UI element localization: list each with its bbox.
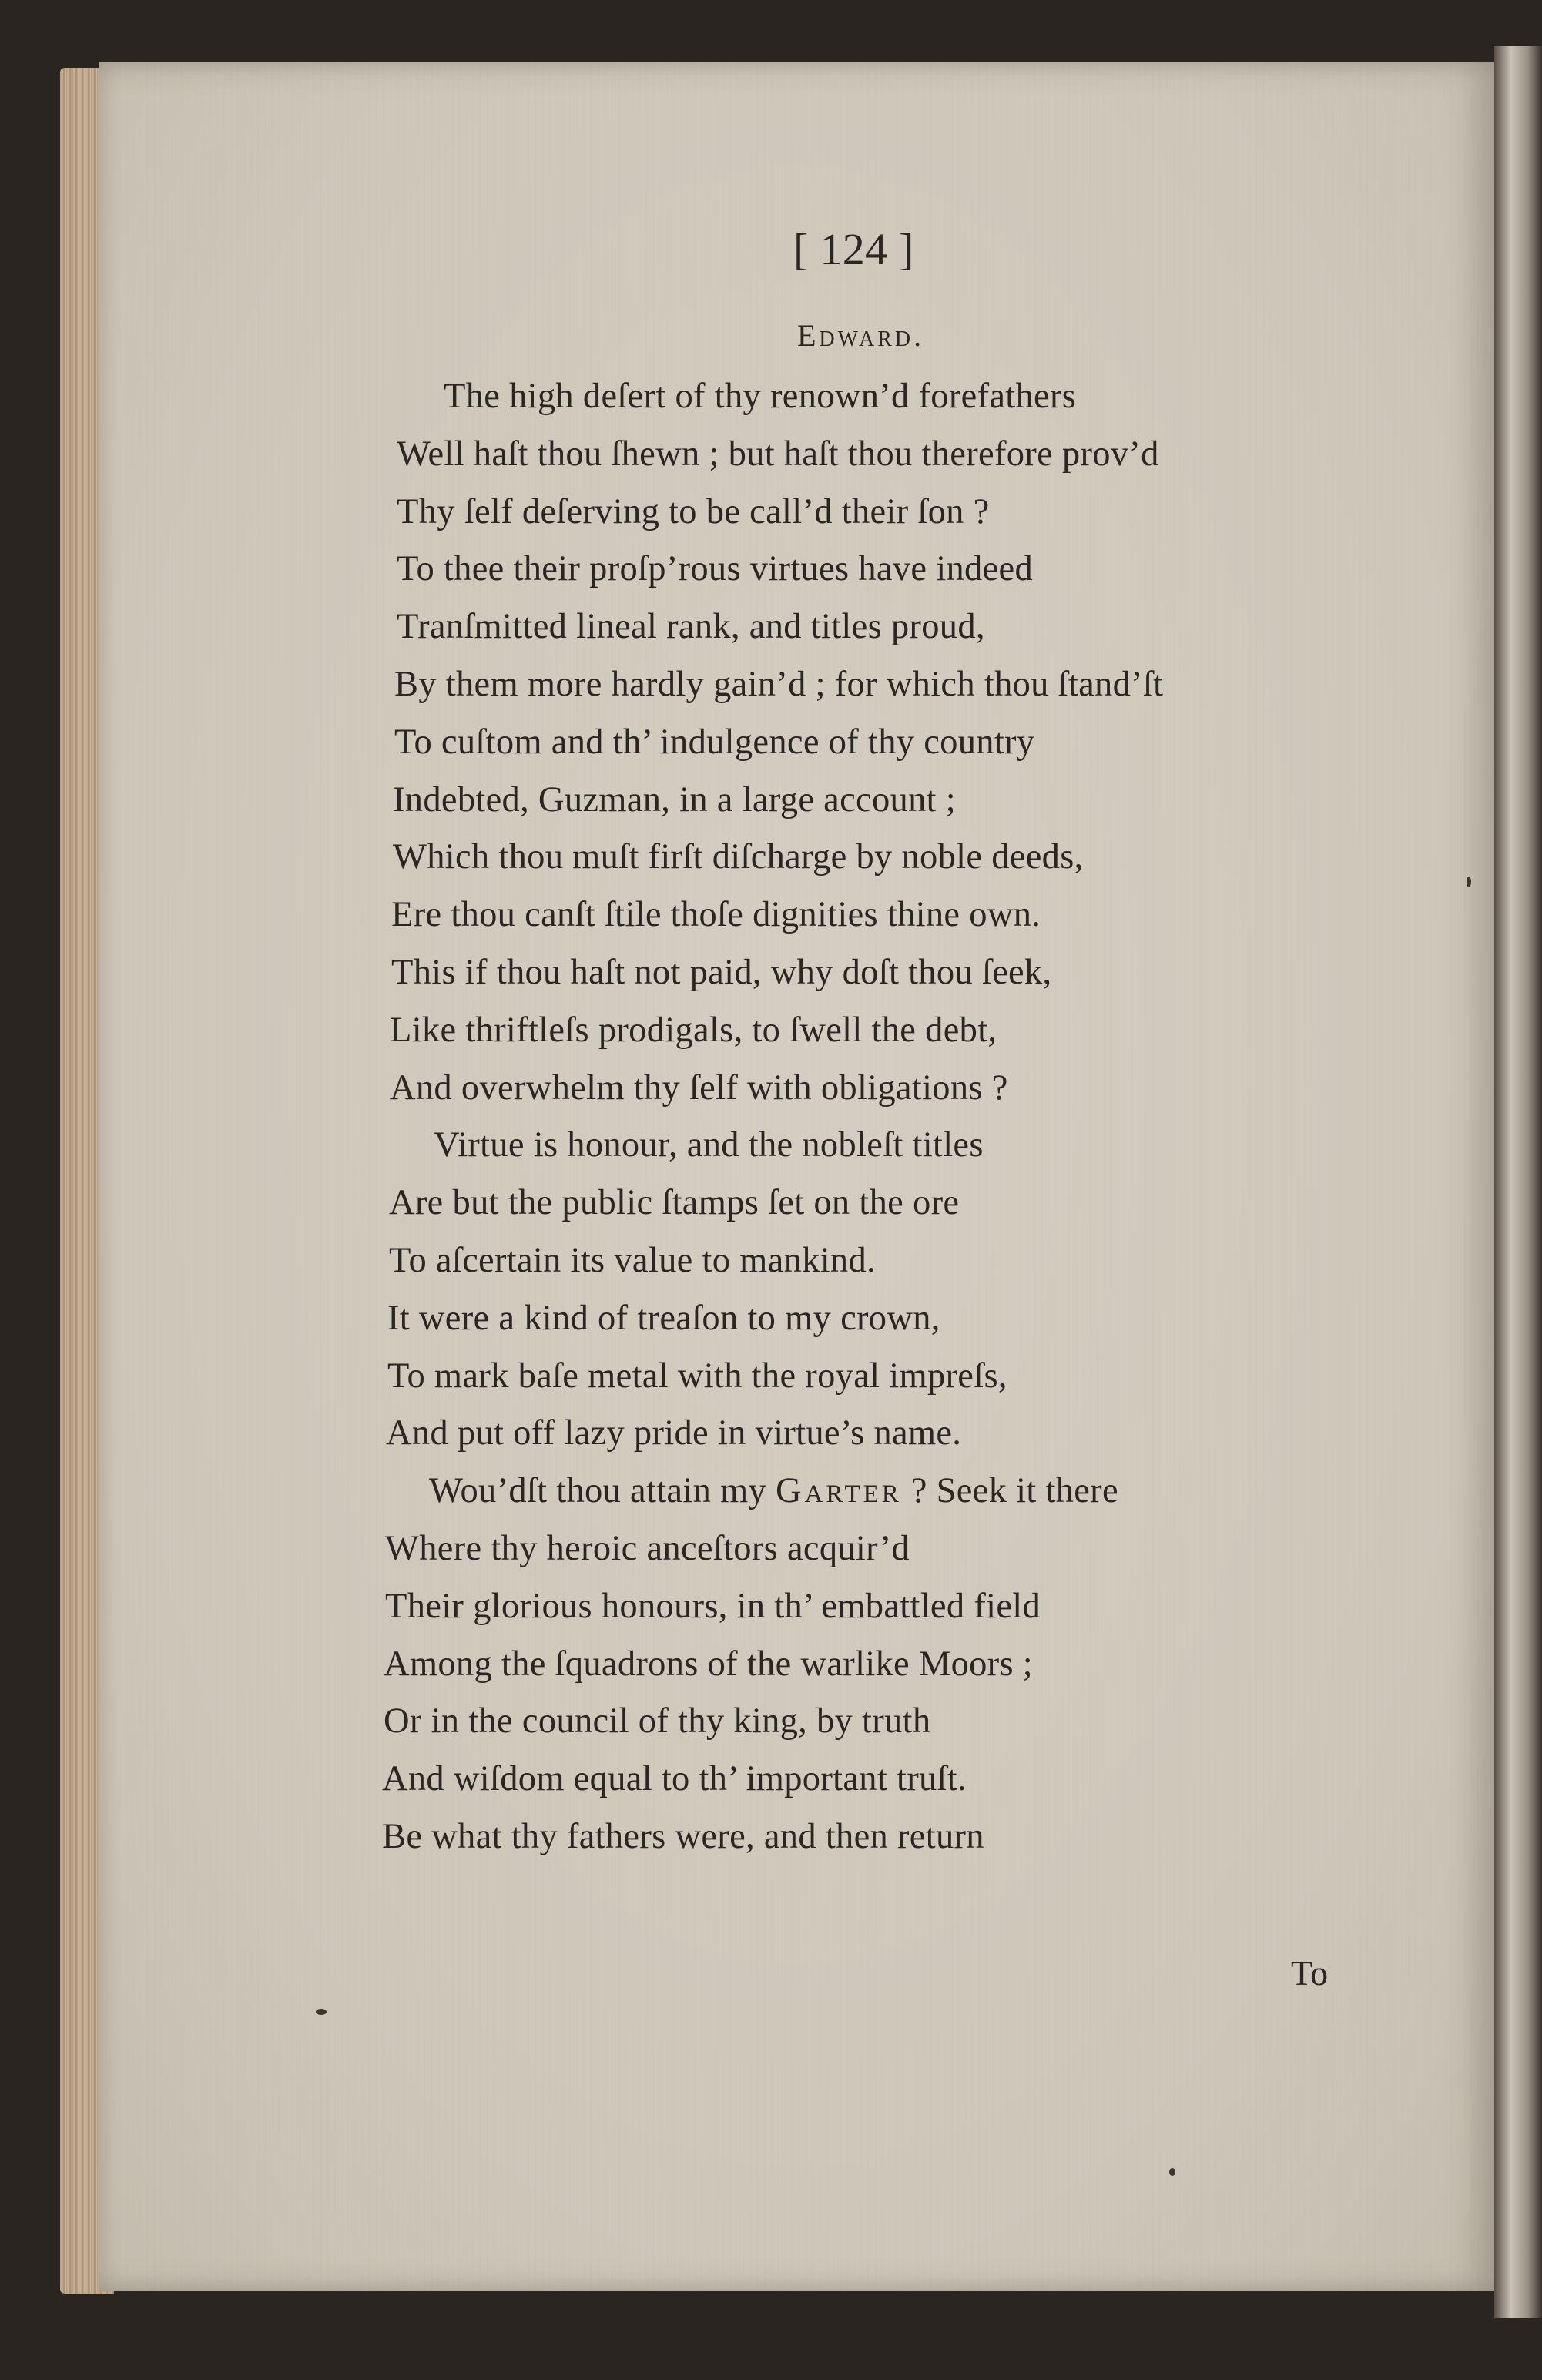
verse-line: And overwhelm thy ſelf with obligations ? (390, 1068, 1008, 1108)
paper-speck (1467, 877, 1471, 887)
verse-line: Are but the public ſtamps ſet on the ore (389, 1183, 960, 1222)
verse-line: Their glorious honours, in th’ embattled field (385, 1587, 1041, 1626)
paper-speck (1169, 2168, 1175, 2176)
verse-line: Which thou muſt firſt diſcharge by noble deeds, (393, 837, 1084, 877)
verse-line: Like thriftleſs prodigals, to ſwell the debt, (390, 1011, 997, 1050)
verse-line: This if thou haſt not paid, why doſt thou ſeek, (391, 953, 1052, 992)
verse-line: To aſcertain its value to mankind. (389, 1241, 876, 1280)
verse-line: Ere thou canſt ſtile thoſe dignities thine own. (391, 895, 1041, 934)
verse-line-part: ? Seek it there (901, 1471, 1118, 1510)
verse-line: Well haſt thou ſhewn ; but haſt thou therefore prov’d (397, 434, 1159, 474)
verse-line: To cuſtom and th’ indulgence of thy country (394, 722, 1035, 762)
verse-line: To mark baſe metal with the royal impreſs, (387, 1356, 1007, 1396)
verse-line: By them more hardly gain’d ; for which thou ſtand’ſt (394, 665, 1164, 704)
verse-line: Or in the council of thy king, by truth (384, 1701, 931, 1741)
verse-line: Among the ſquadrons of the warlike Moors ; (384, 1644, 1033, 1684)
verse-line: Tranſmitted lineal rank, and titles proud, (397, 607, 985, 646)
verse-line: And wiſdom equal to th’ important truſt. (382, 1759, 967, 1798)
verse-line: The high deſert of thy renown’d forefathers (444, 377, 1077, 416)
verse-line: Virtue is honour, and the nobleſt titles (434, 1125, 984, 1165)
verse-line: It were a kind of treaſon to my crown, (387, 1299, 940, 1338)
verse-line: And put off lazy pride in virtue’s name. (386, 1413, 962, 1453)
verse-line: Indebted, Guzman, in a large account ; (393, 780, 957, 820)
speaker-heading: Edward. (797, 318, 925, 353)
verse-line: To thee their proſp’rous virtues have indeed (397, 549, 1034, 588)
catchword: To (1291, 1953, 1329, 1993)
verse-line-part: Wou’dſt thou attain my (429, 1471, 776, 1510)
verse-line: Thy ſelf deſerving to be call’d their ſon ? (397, 492, 990, 531)
verse-line: Be what thy fathers were, and then return (382, 1817, 984, 1856)
verse-line: Where thy heroic anceſtors acquir’d (385, 1529, 910, 1568)
paper-speck (316, 2009, 327, 2015)
binding-edge (1494, 46, 1542, 2318)
garter-smallcaps: Garter (776, 1471, 902, 1510)
verse-line (429, 1470, 1118, 1511)
page-number: [ 124 ] (793, 224, 914, 274)
